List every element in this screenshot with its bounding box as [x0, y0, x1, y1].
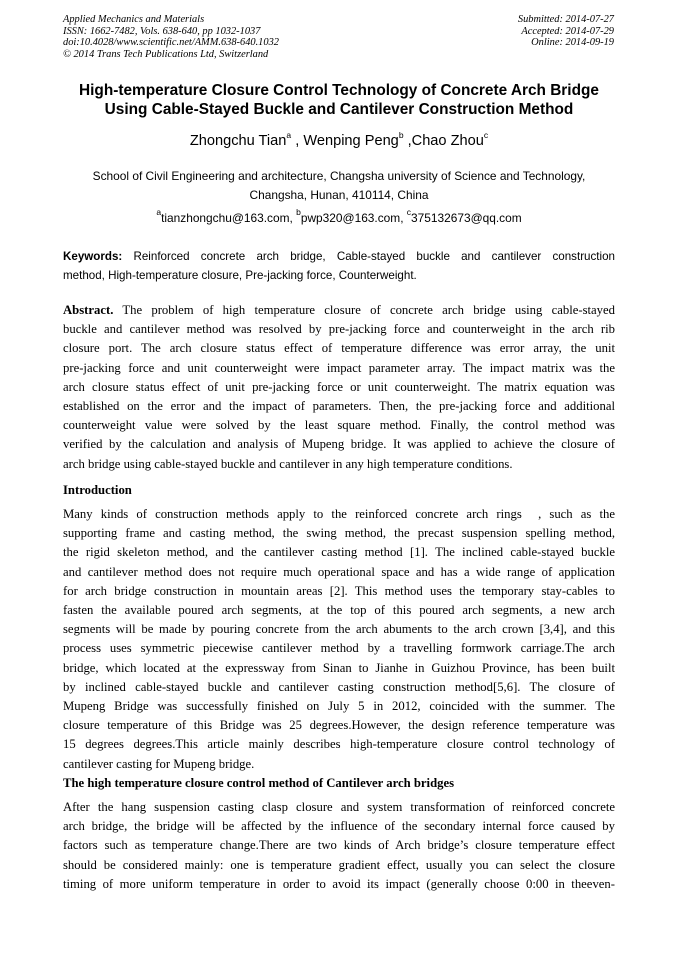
abstract-line: pre-jacking force and unit counterweight were impact parameter array. The impact matrix was the [63, 360, 615, 375]
email-mark: c [406, 207, 412, 217]
abstract-line: arch bridge using cable-stayed buckle and cantilever in any high temperature conditions. [63, 456, 513, 471]
author-emails [40, 207, 638, 226]
journal-doi: doi:10.4028/www.scientific.net/AMM.638-640.1032 [63, 37, 279, 49]
abstract-line: counterweight value were solved by the least square method. Finally, the control method was [63, 418, 615, 433]
body-line: closure temperature of this Bridge was 25 degrees.However, the design reference temperature was [63, 718, 615, 733]
body-line: factors such as temperature change.There are two kinds of Arch bridge’s closure temperature effect [63, 838, 615, 853]
journal-name: Applied Mechanics and Materials [63, 14, 205, 25]
author-separator: , [291, 133, 304, 149]
body-line: After the hang suspension casting clasp closure and system transformation of reinforced concrete [63, 800, 615, 814]
body-line: bridge, which located at the expressway from Sinan to Jianhe in Guizhou Province, has been built [63, 660, 615, 675]
abstract-block [63, 301, 615, 474]
author-affil-mark: b [398, 130, 404, 140]
submitted-date: Submitted: 2014-07-27 [517, 14, 614, 25]
body-line: segments will be made by pouring concrete from the arch abuments to the arch crown [3,4], and this [63, 622, 615, 637]
body-line: fasten the available poured arch segments, at the top of this poured arch segments, a new arch [63, 603, 615, 618]
abstract-line: verified by the calculation and analysis of Mupeng bridge. It was applied to achieve the closure of [63, 437, 615, 452]
body-line: should be considered mainly: one is temperature gradient effect, usually you can select the closure [63, 857, 615, 872]
affiliation-line: School of Civil Engineering and architecture, Changsha university of Science and Technology, [92, 169, 586, 183]
body-line: arch bridge, the bridge will be affected by the influence of the secondary internal force caused by [63, 819, 615, 834]
accepted-date: Accepted: 2014-07-29 [521, 25, 614, 37]
abstract-line: closure port. The arch closure status effect of temperature difference was error array, the unit [63, 341, 615, 356]
journal-copyright: © 2014 Trans Tech Publications Ltd, Switzerland [63, 48, 269, 60]
keywords-text: Reinforced concrete arch bridge, Cable-stayed buckle and cantilever construction [122, 250, 615, 263]
email-mark: b [296, 207, 301, 217]
abstract-line: buckle and cantilever method was resolved by pre-jacking force and counterweight in the arch rib [63, 322, 615, 337]
author-name: Chao Zhou [411, 133, 484, 149]
author-name: Zhongchu Tian [189, 133, 287, 149]
body-line: and cantilever method does not require much operational space and has a wide range of application [63, 564, 615, 579]
body-line: process uses symmetric piecewise cantilever method by a travelling formwork carriage.The arch [63, 641, 615, 656]
body-line: Mupeng Bridge was successfully finished on July 5 in 2012, coincided with the summer. The [63, 699, 615, 714]
keywords-label: Keywords: [63, 250, 123, 263]
author-affil-mark: c [483, 130, 489, 140]
online-date: Online: 2014-09-19 [531, 37, 614, 49]
body-line: Many kinds of construction methods apply to the reinforced concrete arch rings , such as the [63, 507, 615, 521]
email-link[interactable]: tianzhongchu@163.com, [161, 211, 297, 225]
abstract-label: Abstract. [63, 303, 114, 317]
abstract-line [63, 301, 615, 320]
introduction-body [63, 505, 615, 774]
dates-header [394, 14, 614, 49]
title-line: High-temperature Closure Control Technology of Concrete Arch Bridge [79, 82, 599, 99]
keywords-line: method, High-temperature closure, Pre-jacking force, Counterweight. [63, 269, 417, 282]
body-line: timing of more uniform temperature in order to avoid its impact (generally choose 0:00 in theeven- [63, 876, 615, 891]
method-body [63, 798, 615, 894]
keywords-block [63, 247, 615, 285]
body-line: 15 degrees degrees.This article mainly describes high-temperature closure control technology of [63, 737, 615, 752]
body-line: for arch bridge construction in mountain areas [2]. This method uses the temporary stay-cables to [63, 583, 615, 598]
author-affil-mark: a [286, 130, 292, 140]
author-separator: , [403, 133, 412, 149]
paper-title [50, 81, 628, 119]
method-heading: The high temperature closure control method of Cantilever arch bridges [63, 776, 455, 790]
abstract-line: established on the error and the impact of parameters. Then, the pre-jacking force and additional [63, 399, 615, 414]
body-line: supporting frame and casting method, the swing method, the precast suspension spelling method, [63, 526, 615, 541]
author-name: Wenping Peng [303, 133, 399, 149]
author-list [40, 131, 638, 151]
abstract-text: The problem of high temperature closure of concrete arch bridge using cable-stayed [113, 303, 615, 317]
journal-header [63, 14, 393, 60]
journal-issn: ISSN: 1662-7482, Vols. 638-640, pp 1032-1037 [63, 25, 261, 37]
email-link[interactable]: 375132673@qq.com [411, 211, 522, 225]
title-line: Using Cable-Stayed Buckle and Cantilever Construction Method [104, 101, 574, 118]
abstract-line: arch closure status effect of unit pre-jacking force or unit counterweight. The matrix equation was [63, 379, 615, 394]
keywords-line [63, 247, 615, 266]
body-line: cantilever casting for Mupeng bridge. [63, 756, 255, 771]
introduction-heading: Introduction [63, 483, 132, 497]
email-link[interactable]: pwp320@163.com, [300, 211, 407, 225]
body-line: the rigid skeleton method, and the cantilever casting method [1]. The inclined cable-stayed buckle [63, 545, 615, 560]
email-mark: a [156, 207, 162, 217]
body-line: by inclined cable-stayed buckle and cantilever casting construction method[5,6]. The closure of [63, 679, 615, 694]
affiliation [62, 167, 616, 204]
affiliation-line: Changsha, Hunan, 410114, China [249, 187, 429, 202]
